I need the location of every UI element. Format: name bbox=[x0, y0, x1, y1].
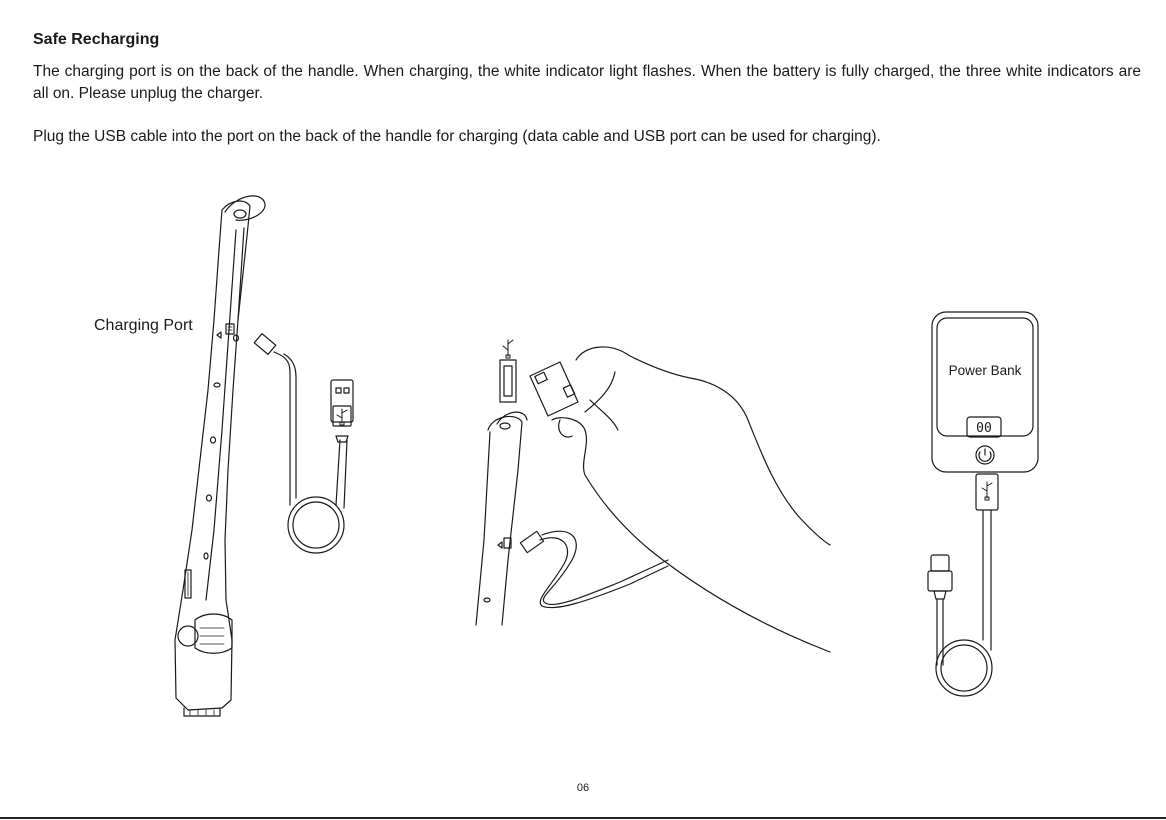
instructions-paragraph: The charging port is on the back of the handle. When charging, the white indicator light flashes. When the battery is fully charged, the three white indicators are all on. Please unplug the charger. bbox=[33, 63, 1141, 102]
section-title: Safe Recharging bbox=[33, 31, 160, 48]
bottom-divider bbox=[0, 817, 1166, 819]
charging-port-label: Charging Port bbox=[94, 317, 193, 334]
power-bank-display: 00 bbox=[976, 421, 992, 436]
usb-instructions-paragraph: Plug the USB cable into the port on the back of the handle for charging (data cable and USB port can be used for charging). bbox=[33, 128, 881, 145]
page-number: 06 bbox=[576, 782, 590, 794]
power-bank-figure bbox=[928, 312, 1038, 696]
handle-figure bbox=[175, 196, 353, 716]
power-bank-label: Power Bank bbox=[948, 363, 1022, 378]
plugging-figure bbox=[476, 340, 830, 652]
